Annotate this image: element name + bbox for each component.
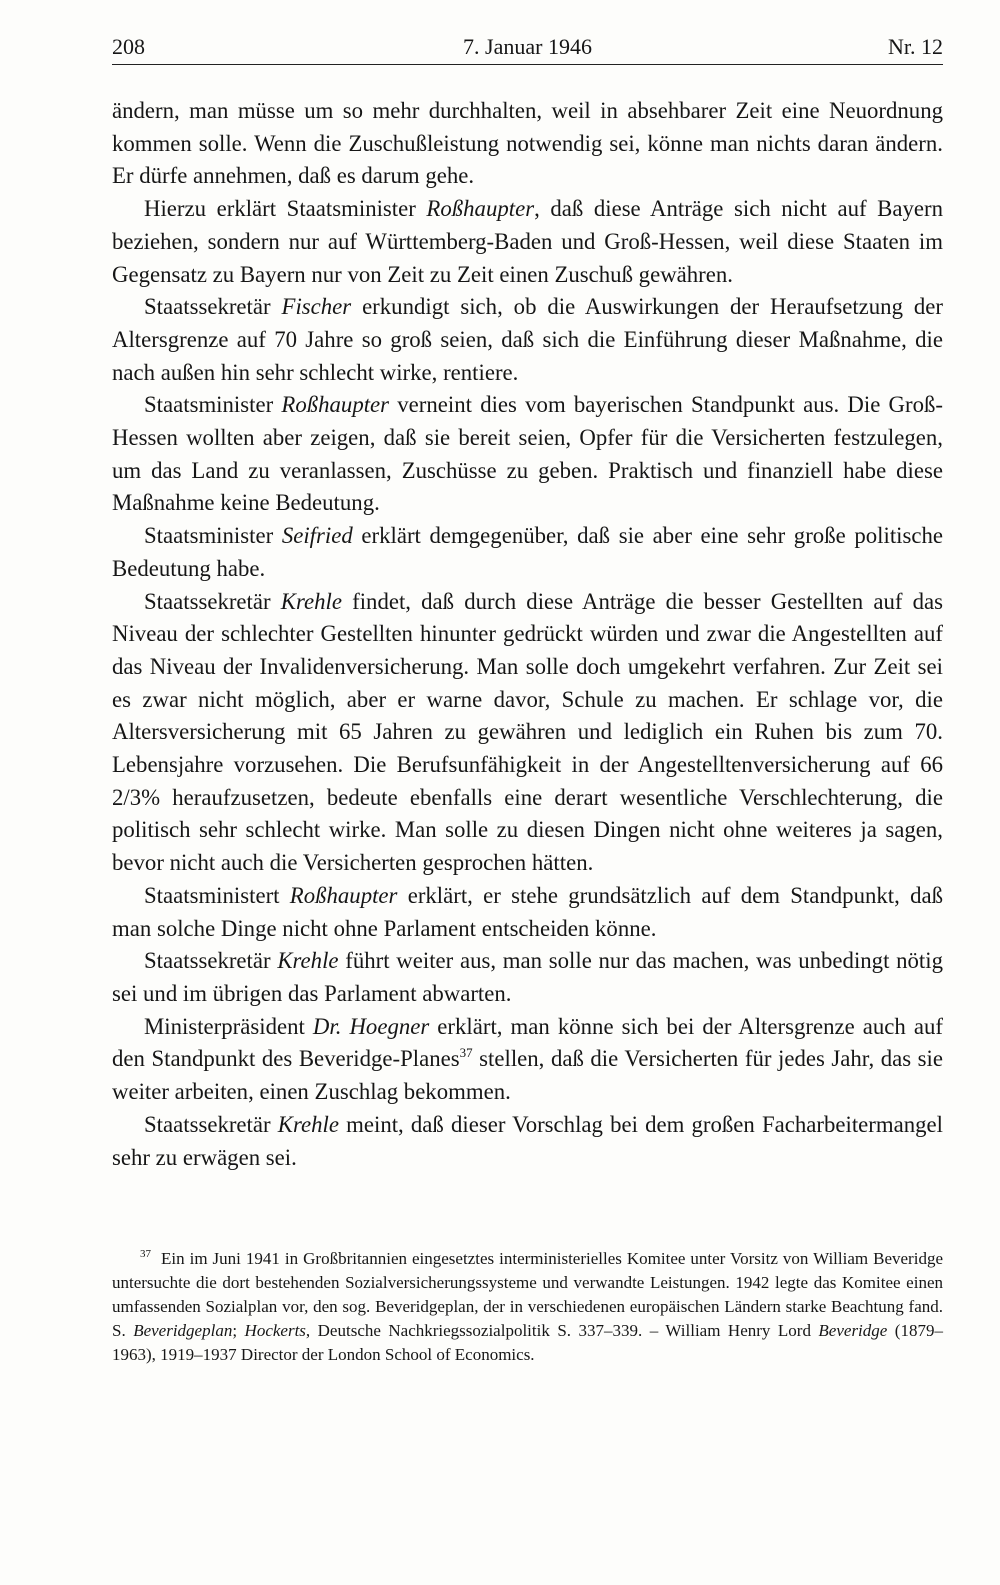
paragraph-2	[112, 193, 943, 291]
speaker-name: Krehle	[277, 1111, 339, 1137]
page-number: 208	[112, 34, 145, 59]
text: Staatssekretär	[144, 294, 282, 320]
speaker-name: Roßhaupter	[289, 882, 398, 908]
text: ;	[232, 1321, 245, 1340]
text: meint, daß dieser Vorschlag bei dem großen Facharbeitermangel sehr zu erwägen sei.	[112, 1111, 943, 1170]
speaker-name: Krehle	[280, 588, 342, 614]
footnote-reference[interactable]: 37	[459, 1045, 473, 1061]
text: führt weiter aus, man solle nur das machen, was unbedingt nötig sei und im übrigen das Parlament abwarten.	[112, 948, 943, 1006]
text: (1879–1963), 1919–1937 Director der London School of Economics.	[112, 1321, 943, 1364]
text: Ministerpräsident	[144, 1013, 313, 1039]
citation-title: Beveridgeplan	[133, 1321, 233, 1340]
text: verneint dies vom bayerischen Standpunkt aus. Die Groß-Hessen wollten aber zeigen, daß sie bereit seien, Opfer für die Versicherten festzulegen, um das Land zu veranlassen, Zuschüsse zu geben. Praktisch und finanziell habe diese Maßnahme keine Bedeutung.	[112, 392, 943, 516]
header-date: 7. Januar 1946	[463, 34, 592, 59]
text: Ein im Juni 1941 in Großbritannien eingesetztes interministerielles Komitee unter Vorsitz von William Beveridge untersuchte die dort bestehenden Sozialversicherungssysteme und verwandte Leistungen. 1942 legte das Komitee einen umfassenden Sozialplan vor, den sog. Beveridgeplan, der in verschiedenen europäischen Ländern starke Beachtung fand. S.	[112, 1249, 943, 1340]
paragraph-1: ändern, man müsse um so mehr durchhalten, weil in absehbarer Zeit eine Neuordnung kommen solle. Wenn die Zuschußleistung notwendig sei, könne man nichts daran ändern. Er dürfe annehmen, daß es darum gehe.	[112, 98, 943, 189]
text: Staatssekretär	[144, 588, 281, 614]
text: Staatssekretär	[144, 1111, 278, 1137]
person-name: Beveridge	[818, 1321, 888, 1340]
text: erklärt demgegenüber, daß sie aber eine sehr große politische Bedeutung habe.	[112, 523, 943, 581]
footnote-number: 37	[140, 1248, 151, 1260]
text: Staatsministert	[144, 882, 290, 908]
paragraph-10	[112, 1109, 943, 1174]
running-header	[112, 30, 943, 65]
paragraph-4	[112, 389, 943, 520]
text: Staatsminister	[144, 392, 282, 418]
paragraph-9	[112, 1011, 943, 1109]
speaker-name: Fischer	[281, 294, 352, 320]
paragraph-5	[112, 520, 943, 585]
paragraph-6	[112, 586, 943, 880]
text: Staatssekretär	[144, 948, 278, 974]
text: erklärt, man könne sich bei der Altersgrenze auch auf den Standpunkt des Beveridge-Planes	[112, 1013, 943, 1072]
text: findet, daß durch diese Anträge die besser Gestellten auf das Niveau der schlechter Gestellten hinunter gedrückt würden und zwar die Angestellten auf das Niveau der Invalidenversicherung. Man solle doch umgekehrt verfahren. Zur Zeit sei es zwar nicht möglich, aber er warne davor, Schule zu machen. Er schlage vor, die Altersversicherung mit 65 Jahren zu gewähren und lediglich ein Ruhen bis zum 70. Lebensjahre vorzusehen. Die Berufsunfähigkeit in der Angestelltenversicherung auf 66 2/3% heraufzusetzen, bedeute ebenfalls eine derart wesentliche Verschlechterung, die politisch sehr schlecht wirke. Man solle zu diesen Dingen nicht ohne weiteres ja sagen, bevor nicht auch die Versicherten gesprochen hätten.	[112, 588, 944, 876]
paragraph-3	[112, 291, 943, 389]
speaker-name: Krehle	[277, 948, 339, 974]
paragraph-7	[112, 880, 943, 945]
text: , daß diese Anträge sich nicht auf Bayern beziehen, sondern nur auf Württemberg-Baden und Groß-Hessen, weil diese Staaten im Gegensatz zu Bayern nur von Zeit zu Zeit einen Zuschuß gewähren.	[112, 196, 943, 287]
paragraph-8	[112, 945, 943, 1010]
text: stellen, daß die Versicherten für jedes Jahr, das sie weiter arbeiten, einen Zuschlag bekommen.	[112, 1046, 943, 1105]
text: erkundigt sich, ob die Auswirkungen der Heraufsetzung der Altersgrenze auf 70 Jahre so groß seien, daß sich die Einführung dieser Maßnahme, die nach außen hin sehr schlecht wirke, rentiere.	[112, 294, 943, 385]
text: erklärt, er stehe grundsätzlich auf dem Standpunkt, daß man solche Dinge nicht ohne Parlament entscheiden könne.	[112, 882, 944, 941]
text: Staatsminister	[144, 523, 282, 549]
speaker-name: Roßhaupter	[426, 196, 535, 222]
body-text	[112, 95, 943, 1174]
text: , Deutsche Nachkriegssozialpolitik S. 337–339. – William Henry Lord	[305, 1321, 819, 1340]
footnote-text	[112, 1247, 943, 1367]
text: Hierzu erklärt Staatsminister	[144, 196, 427, 222]
speaker-name: Roßhaupter	[281, 392, 390, 418]
issue-number: Nr. 12	[888, 34, 943, 59]
citation-author: Hockerts	[244, 1321, 306, 1340]
speaker-name: Dr. Hoegner	[312, 1013, 430, 1039]
footnote-37	[112, 1247, 943, 1367]
speaker-name: Seifried	[281, 523, 353, 549]
